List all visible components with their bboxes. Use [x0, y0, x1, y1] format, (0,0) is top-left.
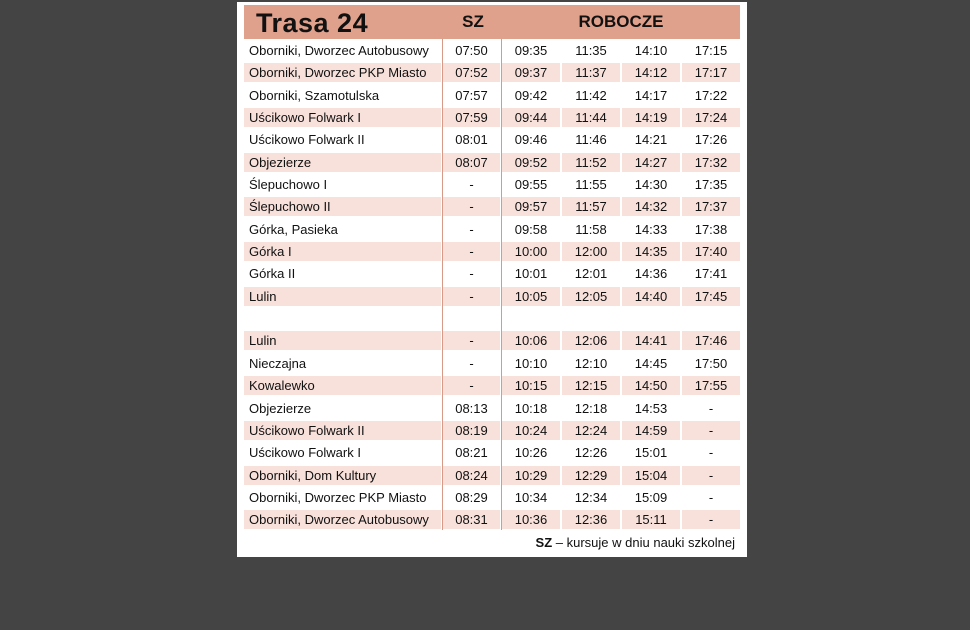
robocze-time-cell: 14:35	[622, 242, 680, 261]
robocze-time-cell: 14:41	[622, 331, 680, 350]
robocze-time-cell: 12:18	[574, 400, 608, 416]
robocze-time-cell: 14:45	[634, 355, 668, 371]
stop-name-cell: Lulin	[244, 287, 441, 306]
timetable-card	[237, 2, 747, 557]
robocze-time-cell: 09:44	[502, 108, 560, 127]
robocze-time-cell: 14:10	[634, 43, 668, 58]
robocze-time-cell: 11:37	[562, 63, 620, 82]
robocze-time-cell: 11:44	[562, 108, 620, 127]
robocze-time-cell: 11:55	[575, 177, 607, 193]
robocze-time-cell: 09:35	[514, 43, 548, 58]
robocze-time-cell: 17:35	[694, 177, 728, 193]
robocze-time-cell: 17:26	[694, 132, 728, 148]
table-row	[244, 240, 740, 262]
sz-time-cell: 08:19	[443, 421, 500, 440]
robocze-time-cell: 10:06	[502, 331, 560, 350]
stop-name-cell: Górka, Pasieka	[249, 221, 338, 237]
robocze-time-cell: 09:57	[502, 197, 560, 216]
sz-time-cell: 08:31	[443, 510, 500, 529]
sz-time-cell	[443, 309, 500, 328]
robocze-time-cell: 14:50	[622, 376, 680, 395]
sz-time-cell: 07:57	[455, 87, 488, 103]
robocze-time-cell: 10:01	[514, 266, 548, 282]
sz-time-cell: -	[443, 331, 500, 350]
stop-name-cell: Oborniki, Dworzec PKP Miasto	[244, 63, 441, 82]
robocze-time-cell: 11:35	[575, 43, 607, 58]
robocze-time-cell: 17:32	[682, 153, 740, 172]
robocze-time-cell	[682, 309, 740, 328]
stop-name-cell: Oborniki, Dworzec PKP Miasto	[249, 489, 427, 505]
sz-time-cell: -	[469, 221, 474, 237]
robocze-time-cell: 17:46	[682, 331, 740, 350]
robocze-time-cell: 17:22	[694, 87, 728, 103]
stop-name-cell: Kowalewko	[244, 376, 441, 395]
robocze-time-cell	[562, 309, 620, 328]
robocze-time-cell: 12:01	[574, 266, 608, 282]
table-row	[244, 508, 740, 530]
robocze-time-cell: 09:46	[514, 132, 548, 148]
stop-name-cell: Górka I	[244, 242, 441, 261]
stop-name-cell: Ślepuchowo I	[249, 177, 328, 193]
stop-name-cell: Oborniki, Dworzec Autobusowy	[249, 43, 429, 58]
table-row	[244, 374, 740, 396]
robocze-time-cell: 10:36	[502, 510, 560, 529]
table-row	[244, 61, 740, 83]
robocze-time-cell: 15:04	[622, 466, 680, 485]
robocze-time-cell: 12:15	[562, 376, 620, 395]
stop-name-cell: Ślepuchowo II	[244, 197, 441, 216]
robocze-time-cell: 09:52	[502, 153, 560, 172]
sz-time-cell: -	[469, 355, 474, 371]
robocze-time-cell: 17:41	[694, 266, 728, 282]
robocze-time-cell: 12:10	[574, 355, 608, 371]
robocze-time-cell: 10:15	[502, 376, 560, 395]
table-row	[244, 195, 740, 217]
stop-name-cell: Objezierze	[249, 400, 312, 416]
sz-time-cell: 08:21	[455, 445, 488, 461]
robocze-time-cell: 17:45	[682, 287, 740, 306]
robocze-time-cell: 12:26	[574, 445, 608, 461]
robocze-time-cell: 12:05	[562, 287, 620, 306]
sz-time-cell: -	[443, 376, 500, 395]
robocze-time-cell: 15:01	[634, 445, 668, 461]
column-header-sz: SZ	[462, 12, 484, 31]
robocze-time-cell: 14:59	[622, 421, 680, 440]
robocze-time-cell: 14:33	[634, 221, 668, 237]
robocze-time-cell: 10:00	[502, 242, 560, 261]
table-row	[244, 419, 740, 441]
table-row	[244, 329, 740, 351]
robocze-time-cell: 12:34	[574, 489, 608, 505]
robocze-time-cell	[622, 309, 680, 328]
footnote	[536, 533, 735, 553]
stop-name-cell: Oborniki, Dworzec Autobusowy	[244, 510, 441, 529]
table-row	[244, 218, 740, 240]
robocze-time-cell: 14:12	[622, 63, 680, 82]
robocze-time-cell: 09:42	[514, 87, 548, 103]
robocze-time-cell: 17:38	[694, 221, 728, 237]
footnote-abbr: SZ	[535, 535, 553, 550]
sz-time-cell: 07:52	[443, 63, 500, 82]
robocze-time-cell: 10:29	[502, 466, 560, 485]
robocze-time-cell: 11:52	[562, 153, 620, 172]
stop-name-cell: Oborniki, Dom Kultury	[244, 466, 441, 485]
robocze-time-cell: 10:34	[514, 489, 548, 505]
robocze-time-cell: 12:24	[562, 421, 620, 440]
robocze-time-cell: 10:26	[514, 445, 548, 461]
robocze-time-cell: 09:58	[514, 221, 548, 237]
stop-name-cell: Uścikowo Folwark II	[244, 421, 441, 440]
robocze-time-cell: 15:09	[634, 489, 668, 505]
column-divider	[442, 39, 443, 530]
robocze-time-cell: 10:24	[502, 421, 560, 440]
robocze-time-cell: 17:37	[682, 197, 740, 216]
stop-name-cell: Uścikowo Folwark I	[249, 445, 361, 461]
table-row	[244, 39, 740, 61]
sz-time-cell: 08:29	[455, 489, 488, 505]
sz-time-cell: 07:50	[455, 43, 488, 58]
robocze-time-cell: 12:36	[562, 510, 620, 529]
table-row	[244, 106, 740, 128]
stop-name-cell: Oborniki, Szamotulska	[249, 87, 380, 103]
stop-name-cell: Górka II	[249, 266, 296, 282]
robocze-time-cell: 17:50	[694, 355, 728, 371]
robocze-time-cell: 14:53	[634, 400, 668, 416]
robocze-time-cell: 17:17	[682, 63, 740, 82]
table-row	[244, 486, 740, 508]
table-row	[244, 262, 740, 284]
route-title: Trasa 24	[256, 8, 369, 38]
table-row	[244, 84, 740, 106]
robocze-time-cell: 17:55	[682, 376, 740, 395]
robocze-time-cell: 09:37	[502, 63, 560, 82]
table-row	[244, 441, 740, 463]
column-divider	[501, 39, 502, 530]
sz-time-cell: 08:13	[455, 400, 488, 416]
timetable-header	[244, 5, 740, 39]
robocze-time-cell: 12:29	[562, 466, 620, 485]
table-row	[244, 128, 740, 150]
robocze-time-cell: 10:18	[514, 400, 548, 416]
stop-name-cell: Uścikowo Folwark II	[249, 132, 365, 148]
robocze-time-cell: 12:00	[562, 242, 620, 261]
robocze-time-cell: -	[682, 510, 740, 529]
robocze-time-cell: 11:57	[562, 197, 620, 216]
sz-time-cell: 07:59	[443, 108, 500, 127]
footnote-text: – kursuje w dniu nauki szkolnej	[552, 535, 735, 550]
stop-name-cell	[244, 309, 441, 328]
sz-time-cell: -	[443, 242, 500, 261]
sz-time-cell: 08:07	[443, 153, 500, 172]
robocze-time-cell: 11:58	[575, 221, 607, 237]
robocze-time-cell: 11:42	[575, 87, 607, 103]
robocze-time-cell: 14:30	[634, 177, 668, 193]
robocze-time-cell: 17:24	[682, 108, 740, 127]
robocze-time-cell: 11:46	[575, 132, 607, 148]
table-row	[244, 285, 740, 307]
table-row	[244, 151, 740, 173]
robocze-time-cell: 15:11	[622, 510, 680, 529]
stop-name-cell: Objezierze	[244, 153, 441, 172]
sz-time-cell: -	[443, 197, 500, 216]
robocze-time-cell: -	[708, 489, 714, 505]
column-header-robocze: ROBOCZE	[578, 12, 664, 31]
robocze-time-cell: -	[708, 400, 714, 416]
robocze-time-cell	[502, 309, 560, 328]
stop-name-cell: Uścikowo Folwark I	[244, 108, 441, 127]
table-row	[244, 352, 740, 374]
robocze-time-cell: 09:55	[514, 177, 548, 193]
robocze-time-cell: 14:21	[634, 132, 668, 148]
sz-time-cell: -	[469, 177, 474, 193]
robocze-time-cell: 14:32	[622, 197, 680, 216]
robocze-time-cell: 17:40	[682, 242, 740, 261]
robocze-time-cell: 10:10	[514, 355, 548, 371]
stop-name-cell: Lulin	[244, 331, 441, 350]
timetable-rows	[244, 39, 740, 531]
robocze-time-cell: -	[682, 466, 740, 485]
table-row	[244, 464, 740, 486]
sz-time-cell: -	[443, 287, 500, 306]
sz-time-cell: -	[469, 266, 474, 282]
table-row	[244, 307, 740, 329]
sz-time-cell: 08:01	[455, 132, 488, 148]
robocze-time-cell: -	[708, 445, 714, 461]
sz-time-cell: 08:24	[443, 466, 500, 485]
robocze-time-cell: 14:19	[622, 108, 680, 127]
robocze-time-cell: 14:36	[634, 266, 668, 282]
robocze-time-cell: 14:17	[634, 87, 668, 103]
robocze-time-cell: 12:06	[562, 331, 620, 350]
table-row	[244, 397, 740, 419]
robocze-time-cell: 10:05	[502, 287, 560, 306]
robocze-time-cell: 17:15	[694, 43, 728, 58]
stop-name-cell: Nieczajna	[249, 355, 307, 371]
robocze-time-cell: -	[682, 421, 740, 440]
robocze-time-cell: 14:40	[622, 287, 680, 306]
robocze-time-cell: 14:27	[622, 153, 680, 172]
table-row	[244, 173, 740, 195]
